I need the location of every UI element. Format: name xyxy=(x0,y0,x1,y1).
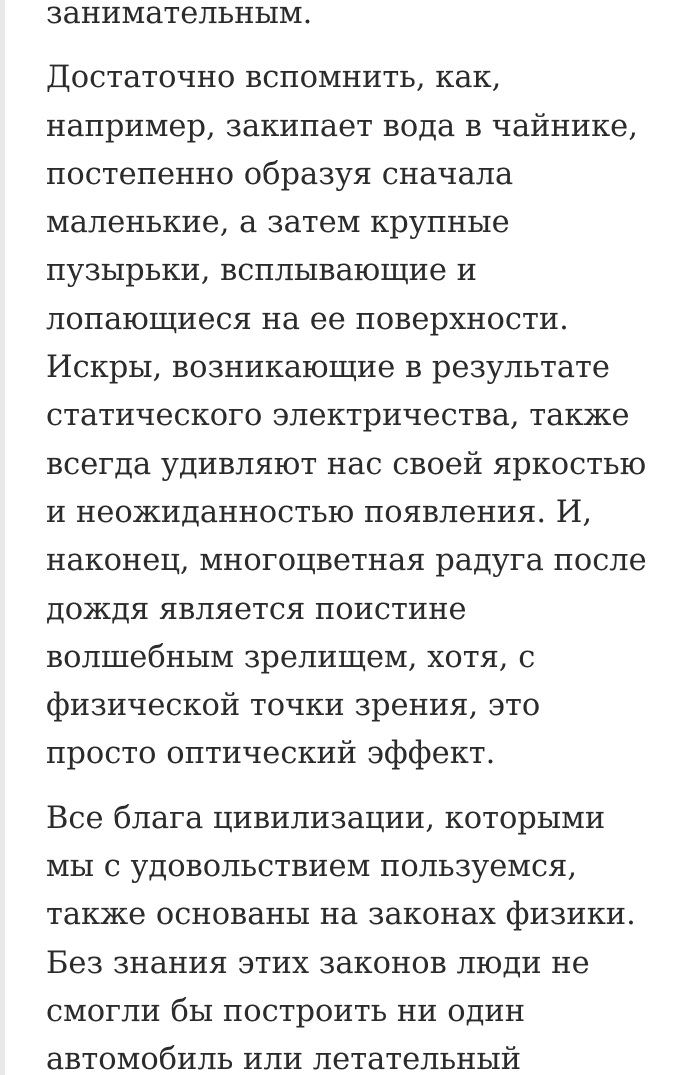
paragraph xyxy=(46,795,676,1075)
text-line: также основаны на законах физики. xyxy=(46,897,636,933)
text-line: и неожиданностью появления. И, xyxy=(46,494,593,530)
text-line: волшебным зрелищем, хотя, с xyxy=(46,639,536,675)
article-body xyxy=(46,0,676,1075)
text-line: просто оптический эффект. xyxy=(46,736,496,772)
paragraph xyxy=(46,0,676,38)
paragraph xyxy=(46,54,676,778)
text-line: занимательным. xyxy=(46,0,313,31)
text-line: смогли бы построить ни один xyxy=(46,993,526,1029)
text-line: пузырьки, всплывающие и xyxy=(46,253,477,289)
text-line: постепенно образуя сначала xyxy=(46,156,514,192)
text-line: маленькие, а затем крупные xyxy=(46,205,510,241)
text-line: мы с удовольствием пользуемся, xyxy=(46,849,578,885)
text-line: Без знания этих законов люди не xyxy=(46,945,590,981)
text-line: всегда удивляют нас своей яркостью xyxy=(46,446,647,482)
text-line: наконец, многоцветная радуга после xyxy=(46,543,647,579)
text-line: статического электричества, также xyxy=(46,398,630,434)
left-edge-divider xyxy=(0,0,5,1075)
text-line: Искры, возникающие в результате xyxy=(46,350,610,386)
text-line: Все блага цивилизации, которыми xyxy=(46,800,606,836)
text-line: например, закипает вода в чайнике, xyxy=(46,108,638,144)
text-line: лопающиеся на ее поверхности. xyxy=(46,301,569,337)
text-line: дождя является поистине xyxy=(46,591,467,627)
text-line: Достаточно вспомнить, как, xyxy=(46,60,502,96)
text-line: физической точки зрения, это xyxy=(46,688,541,724)
text-line: автомобиль или летательный xyxy=(46,1042,522,1075)
